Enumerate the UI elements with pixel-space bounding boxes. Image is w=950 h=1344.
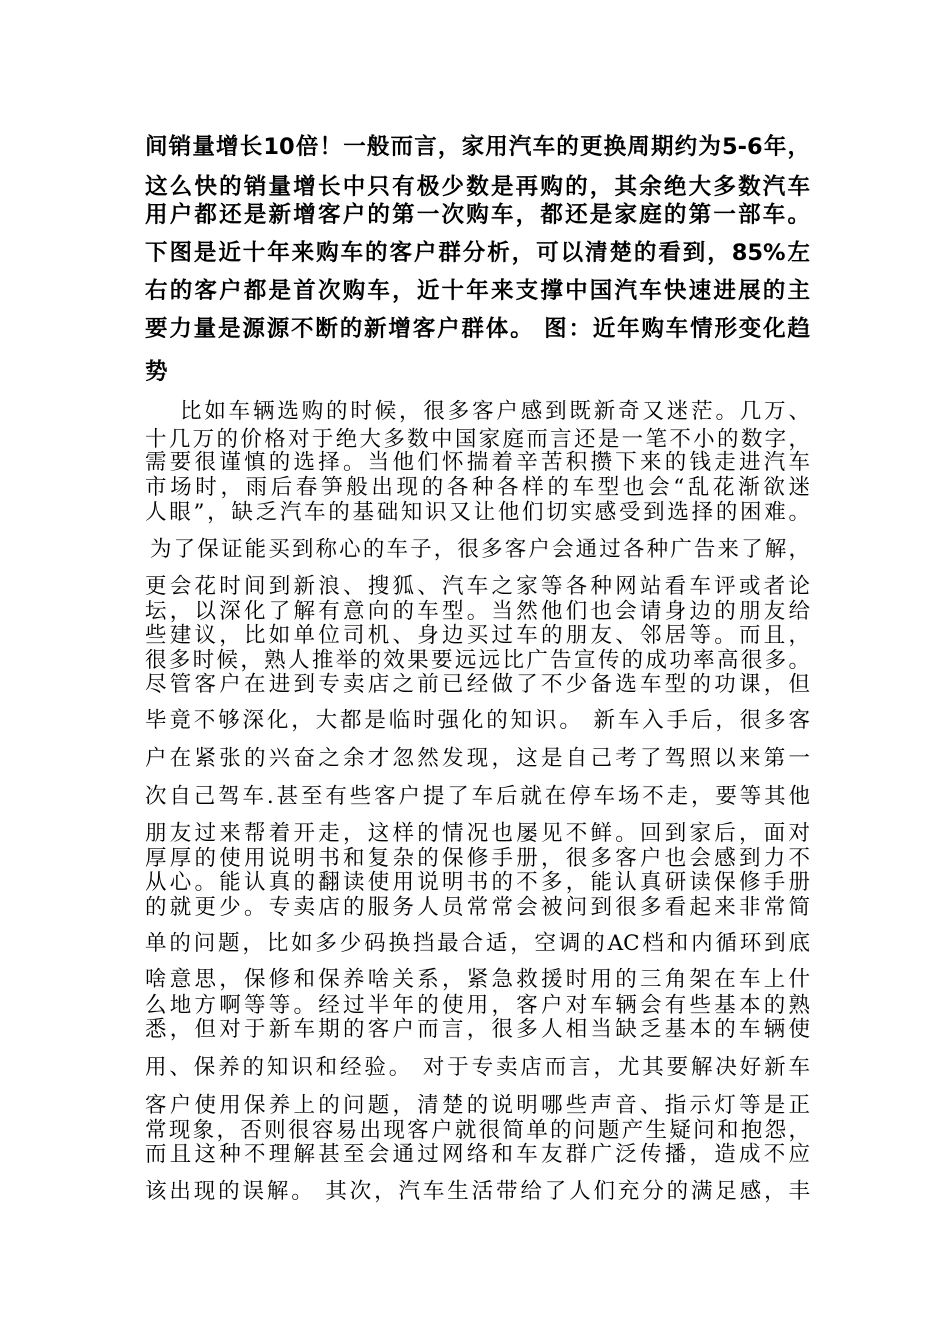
body-line: 为了保证能买到称心的车子，很多客户会通过各种广告来了解， bbox=[150, 537, 810, 562]
heading-line: 势 bbox=[145, 359, 168, 385]
heading-line: 间销量增长10倍！一般而言，家用汽车的更换周期约为5-6年， bbox=[145, 134, 810, 160]
body-line: 市场时，雨后春笋般出现的各种各样的车型也会“乱花渐欲迷 bbox=[145, 475, 810, 500]
body-line: 尽管客户在进到专卖店之前已经做了不少备选车型的功课，但 bbox=[145, 672, 810, 697]
body-line: 啥意思，保修和保养啥关系，紧急救援时用的三角架在车上什 bbox=[145, 967, 810, 992]
body-line: 坛，以深化了解有意向的车型。当然他们也会请身边的朋友给 bbox=[145, 599, 810, 624]
heading-line: 右的客户都是首次购车，近十年来支撑中国汽车快速进展的主 bbox=[145, 278, 810, 304]
body-line: 次自己驾车.甚至有些客户提了车后就在停车场不走，要等其他 bbox=[145, 784, 810, 809]
heading-line: 这么快的销量增长中只有极少数是再购的，其余绝大多数汽车 bbox=[145, 174, 810, 200]
body-line: 单的问题，比如多少码换挡最合适，空调的AC档和内循环到底 bbox=[145, 931, 810, 956]
body-line: 户在紧张的兴奋之余才忽然发现，这是自己考了驾照以来第一 bbox=[145, 746, 810, 771]
body-line: 该出现的误解。 其次，汽车生活带给了人们充分的满足感，丰 bbox=[145, 1179, 810, 1204]
heading-line: 下图是近十年来购车的客户群分析，可以清楚的看到，85%左 bbox=[145, 240, 810, 266]
body-line: 而且这种不理解甚至会通过网络和车友群广泛传播，造成不应 bbox=[145, 1142, 810, 1167]
body-line: 的就更少。专卖店的服务人员常常会被问到很多看起来非常简 bbox=[145, 895, 810, 920]
body-line: 十几万的价格对于绝大多数中国家庭而言还是一笔不小的数字， bbox=[145, 427, 810, 452]
body-line: 从心。能认真的翻读使用说明书的不多，能认真研读保修手册 bbox=[145, 870, 810, 895]
body-line: 更会花时间到新浪、搜狐、汽车之家等各种网站看车评或者论 bbox=[145, 574, 810, 599]
body-line: 用、保养的知识和经验。 对于专卖店而言，尤其要解决好新车 bbox=[145, 1055, 810, 1080]
body-line: 么地方啊等等。经过半年的使用，客户对车辆会有些基本的熟 bbox=[145, 993, 810, 1018]
body-line: 常现象，否则很容易出现客户就很简单的问题产生疑问和抱怨， bbox=[145, 1118, 810, 1143]
body-line: 客户使用保养上的问题，清楚的说明哪些声音、指示灯等是正 bbox=[145, 1093, 810, 1118]
heading-line: 要力量是源源不断的新增客户群体。 图：近年购车情形变化趋 bbox=[145, 316, 810, 342]
body-line: 很多时候，熟人推举的效果要远远比广告宣传的成功率高很多。 bbox=[145, 648, 810, 673]
body-line: 厚厚的使用说明书和复杂的保修手册，很多客户也会感到力不 bbox=[145, 846, 810, 871]
body-line: 悉，但对于新车期的客户而言，很多人相当缺乏基本的车辆使 bbox=[145, 1017, 810, 1042]
body-line: 人眼”，缺乏汽车的基础知识又让他们切实感受到选择的困难。 bbox=[145, 500, 810, 525]
body-line: 比如车辆选购的时候，很多客户感到既新奇又迷茫。几万、 bbox=[180, 399, 810, 424]
body-line: 需要很谨慎的选择。当他们怀揣着辛苦积攒下来的钱走进汽车 bbox=[145, 450, 810, 475]
body-line: 毕竟不够深化，大都是临时强化的知识。 新车入手后，很多客 bbox=[145, 708, 810, 733]
body-line: 朋友过来帮着开走，这样的情况也屡见不鲜。回到家后，面对 bbox=[145, 821, 810, 846]
heading-line: 用户都还是新增客户的第一次购车，都还是家庭的第一部车。 bbox=[145, 202, 810, 228]
body-line: 些建议，比如单位司机、身边买过车的朋友、邻居等。而且， bbox=[145, 623, 810, 648]
